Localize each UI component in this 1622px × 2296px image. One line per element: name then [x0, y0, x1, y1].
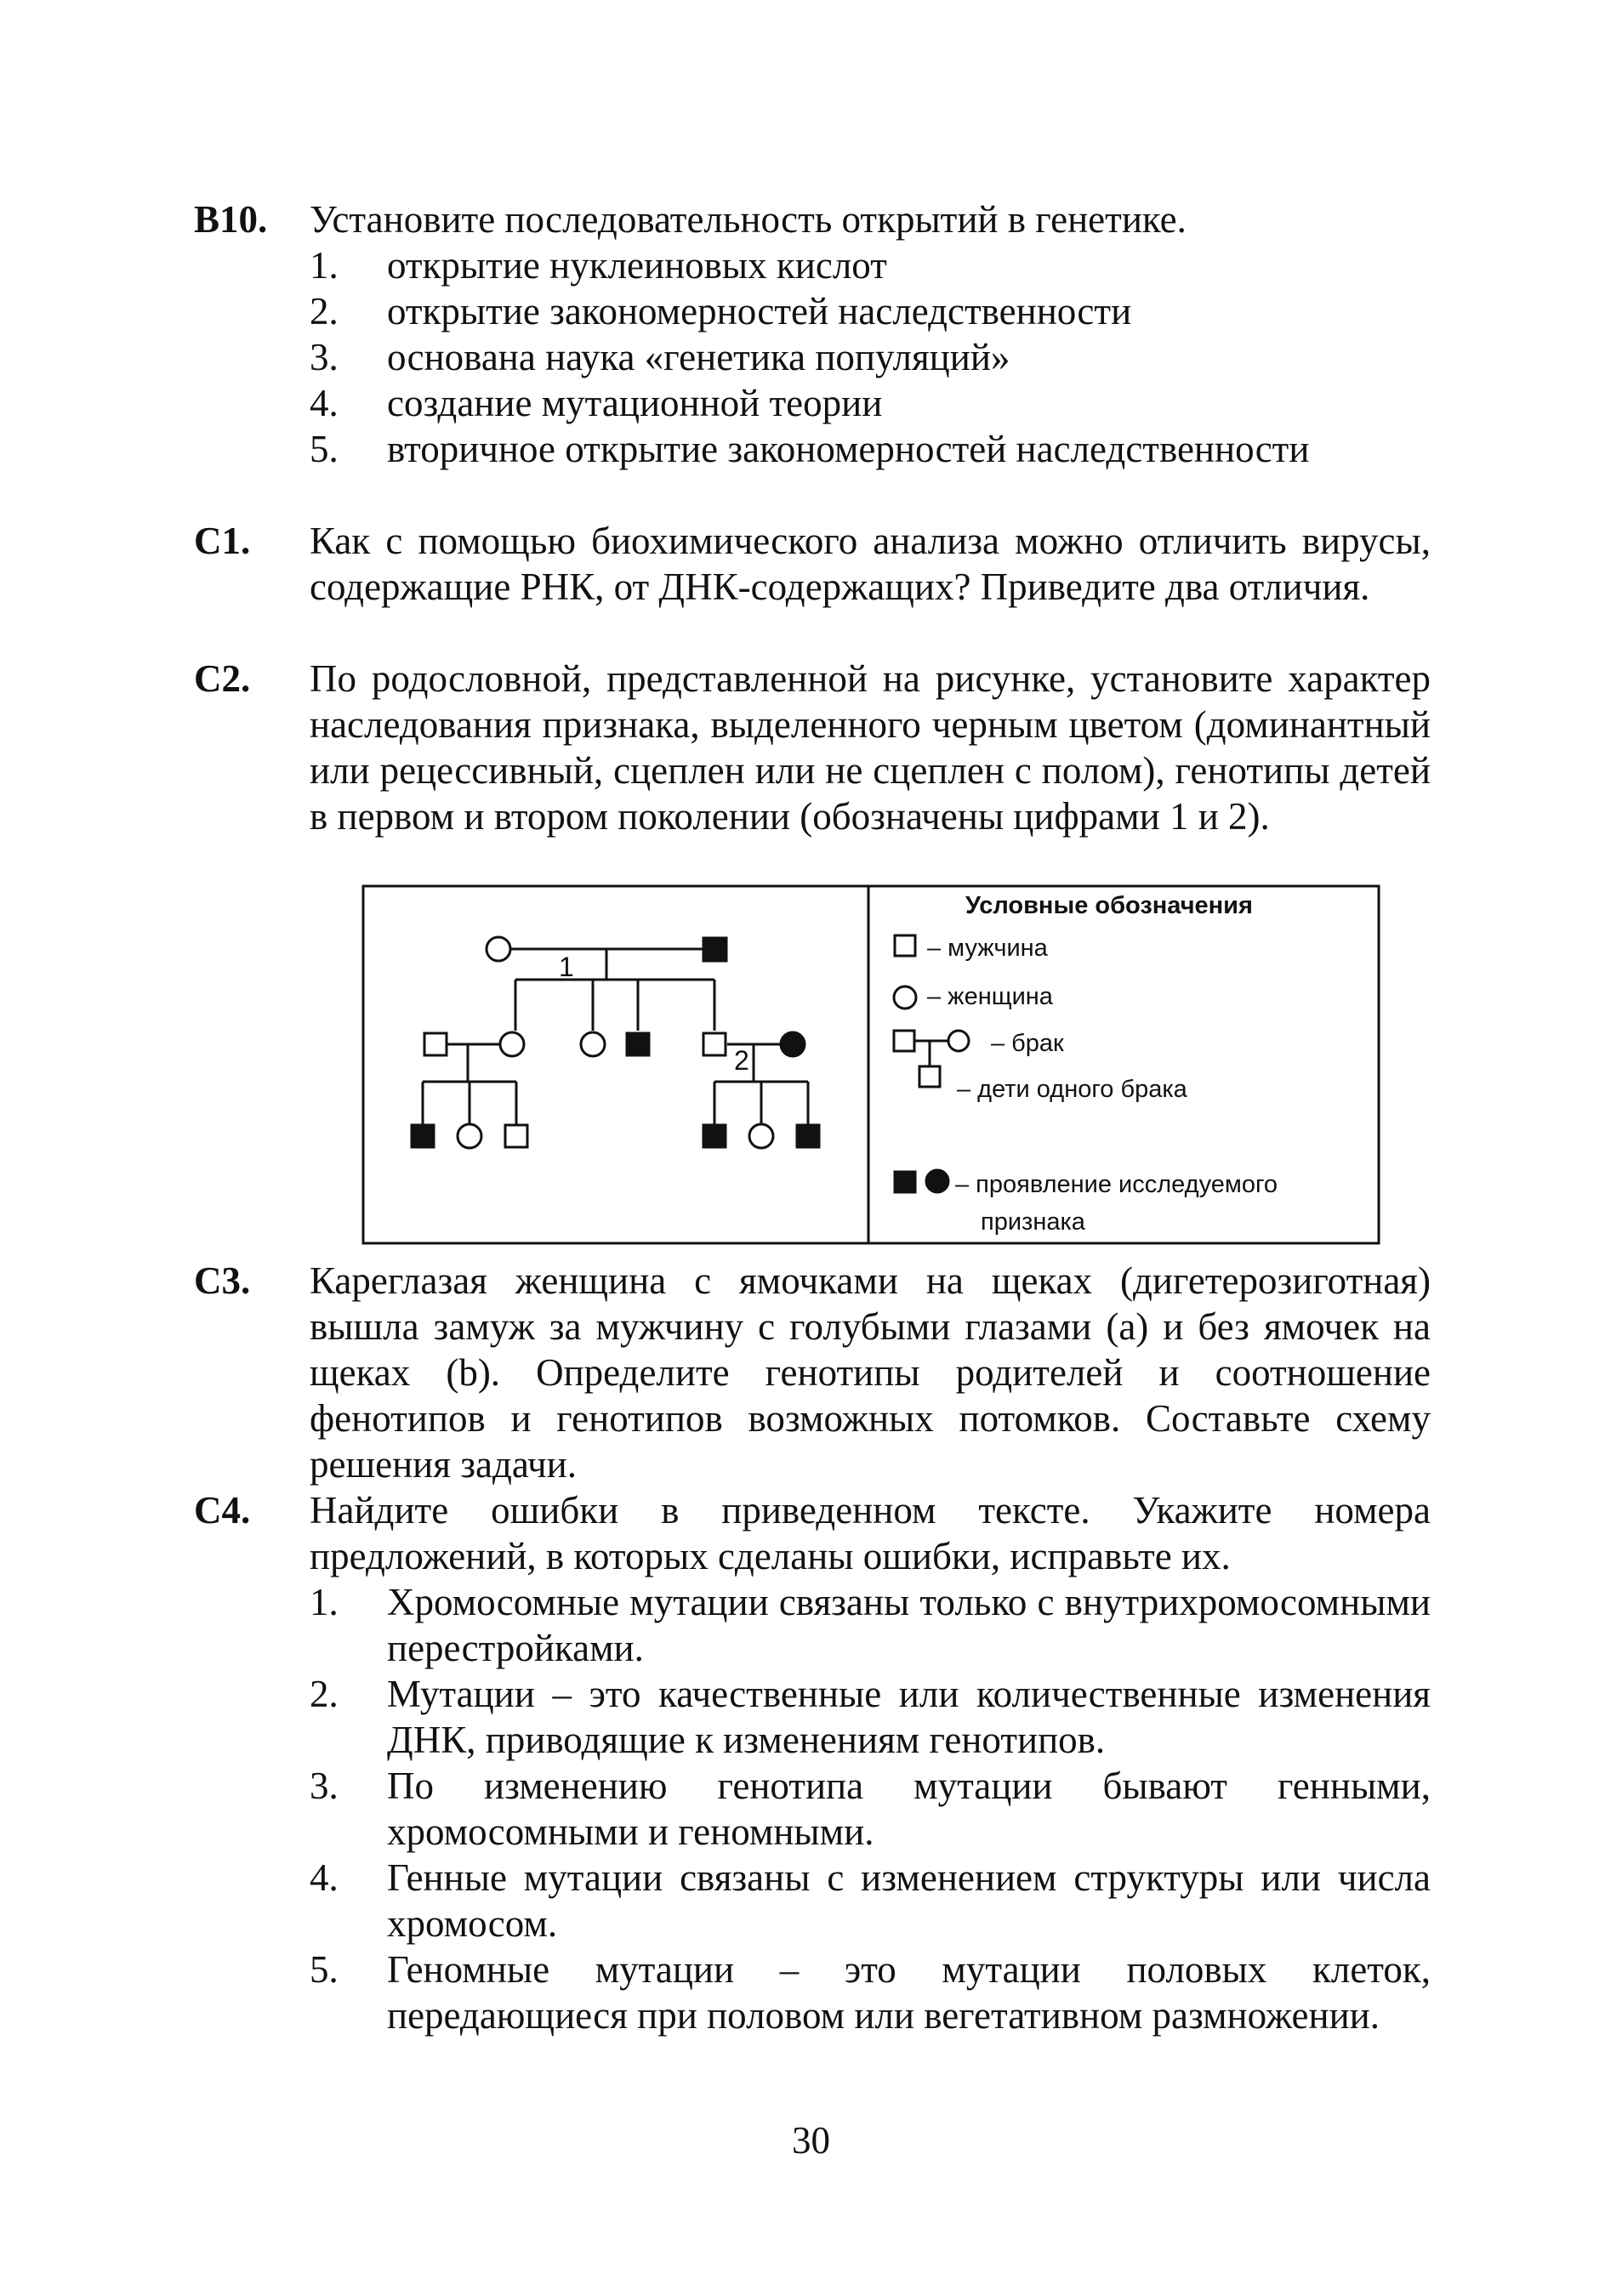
- item-number: 2.: [310, 1673, 339, 1715]
- item-text: открытие закономерностей наследственности: [387, 290, 1132, 332]
- question-text: Как с помощью биохимического анализа можно отличить вирусы, содержащие РНК, от ДНК-содержащих? Приведите два отличия.: [310, 520, 1431, 608]
- question-c2: [194, 656, 1431, 839]
- question-label: C2.: [194, 657, 251, 700]
- legend-trait-label-cont: признака: [981, 1208, 1085, 1236]
- answer-options: [310, 242, 1431, 472]
- female-symbol: [581, 1032, 605, 1056]
- list-item: [310, 242, 1431, 288]
- pedigree-diagram: [361, 884, 1380, 1245]
- question-b10: [194, 196, 1431, 472]
- female-symbol: [894, 986, 916, 1009]
- question-c3: [194, 1258, 1431, 1487]
- male-symbol: [424, 1033, 447, 1055]
- question-label: C4.: [194, 1489, 251, 1532]
- legend-male-label: – мужчина: [927, 935, 1048, 962]
- question-text: Кареглазая женщина с ямочками на щеках (дигетерозиготная) вышла замуж за мужчину с голубыми глазами (a) и без ямочек на щеках (b). Определите генотипы родителей и соотношение фенотипов и генотипов возможных потомков. Составьте схему решения задачи.: [310, 1259, 1431, 1486]
- male-symbol: [703, 1033, 726, 1055]
- female-symbol: [487, 937, 510, 961]
- legend: [894, 892, 1278, 1236]
- legend-marriage-label: – брак: [991, 1030, 1064, 1057]
- question-c1: [194, 518, 1431, 610]
- page-number: 30: [792, 2119, 830, 2162]
- list-item: [310, 1671, 1431, 1763]
- affected-male-symbol: [703, 938, 726, 961]
- item-number: 3.: [310, 1765, 339, 1807]
- item-text: Генные мутации связаны с изменением структуры или числа хромосом.: [387, 1856, 1431, 1945]
- item-number: 4.: [310, 1856, 339, 1899]
- generation-label-1: 1: [559, 952, 574, 982]
- male-symbol: [894, 1031, 914, 1051]
- question-text: Найдите ошибки в приведенном тексте. Укажите номера предложений, в которых сделаны ошибки, исправьте их.: [310, 1489, 1431, 1577]
- item-text: вторичное открытие закономерностей наследственности: [387, 428, 1310, 470]
- pedigree-figure: [361, 884, 1380, 1245]
- female-symbol: [458, 1124, 481, 1148]
- item-number: 1.: [310, 1581, 339, 1623]
- list-item: [310, 1946, 1431, 2038]
- affected-male-symbol: [895, 1172, 915, 1192]
- legend-trait-label: – проявление исследуемого: [955, 1171, 1278, 1198]
- item-number: 1.: [310, 244, 339, 287]
- male-symbol: [919, 1066, 940, 1087]
- female-symbol: [500, 1032, 524, 1056]
- list-item: [310, 288, 1431, 334]
- question-text: По родословной, представленной на рисунке, установите характер наследования признака, выделенного черным цветом (доминантный или рецессивный, сцеплен или не сцеплен с полом), генотипы детей в первом и втором поколении (обозначены цифрами 1 и 2).: [310, 657, 1431, 838]
- list-item: [310, 380, 1431, 426]
- question-label: C1.: [194, 520, 251, 562]
- item-text: Геномные мутации – это мутации половых клеток, передающиеся при половом или вегетативном размножении.: [387, 1948, 1431, 2037]
- item-text: Мутации – это качественные или количественные изменения ДНК, приводящие к изменениям генотипов.: [387, 1673, 1431, 1761]
- question-text: Установите последовательность открытий в генетике.: [310, 198, 1187, 241]
- male-symbol: [505, 1125, 527, 1147]
- list-item: [310, 426, 1431, 472]
- affected-female-symbol: [781, 1032, 805, 1056]
- list-item: [310, 1579, 1431, 1671]
- item-number: 4.: [310, 382, 339, 424]
- affected-male-symbol: [412, 1125, 434, 1147]
- legend-children-label: – дети одного брака: [957, 1076, 1187, 1103]
- item-number: 5.: [310, 1948, 339, 1991]
- female-symbol: [948, 1031, 969, 1051]
- item-text: открытие нуклеиновых кислот: [387, 244, 887, 287]
- item-text: Хромосомные мутации связаны только с внутрихромосомными перестройками.: [387, 1581, 1431, 1669]
- affected-male-symbol: [797, 1125, 819, 1147]
- pedigree-lines: [423, 949, 808, 1125]
- legend-female-label: – женщина: [927, 983, 1053, 1010]
- question-label: B10.: [194, 198, 268, 241]
- item-number: 2.: [310, 290, 339, 332]
- affected-male-symbol: [703, 1125, 726, 1147]
- male-symbol: [895, 935, 915, 956]
- list-item: [310, 334, 1431, 380]
- error-sentences: [310, 1579, 1431, 2038]
- item-text: создание мутационной теории: [387, 382, 883, 424]
- item-number: 3.: [310, 336, 339, 378]
- affected-male-symbol: [627, 1033, 649, 1055]
- item-number: 5.: [310, 428, 339, 470]
- item-text: основана наука «генетика популяций»: [387, 336, 1010, 378]
- affected-female-symbol: [926, 1170, 948, 1192]
- legend-title: Условные обозначения: [965, 892, 1253, 919]
- list-item: [310, 1763, 1431, 1855]
- question-label: C3.: [194, 1259, 251, 1302]
- generation-label-2: 2: [734, 1045, 749, 1076]
- female-symbol: [749, 1124, 773, 1148]
- list-item: [310, 1855, 1431, 1946]
- item-text: По изменению генотипа мутации бывают генными, хромосомными и геномными.: [387, 1765, 1431, 1853]
- question-c4: [194, 1487, 1431, 2038]
